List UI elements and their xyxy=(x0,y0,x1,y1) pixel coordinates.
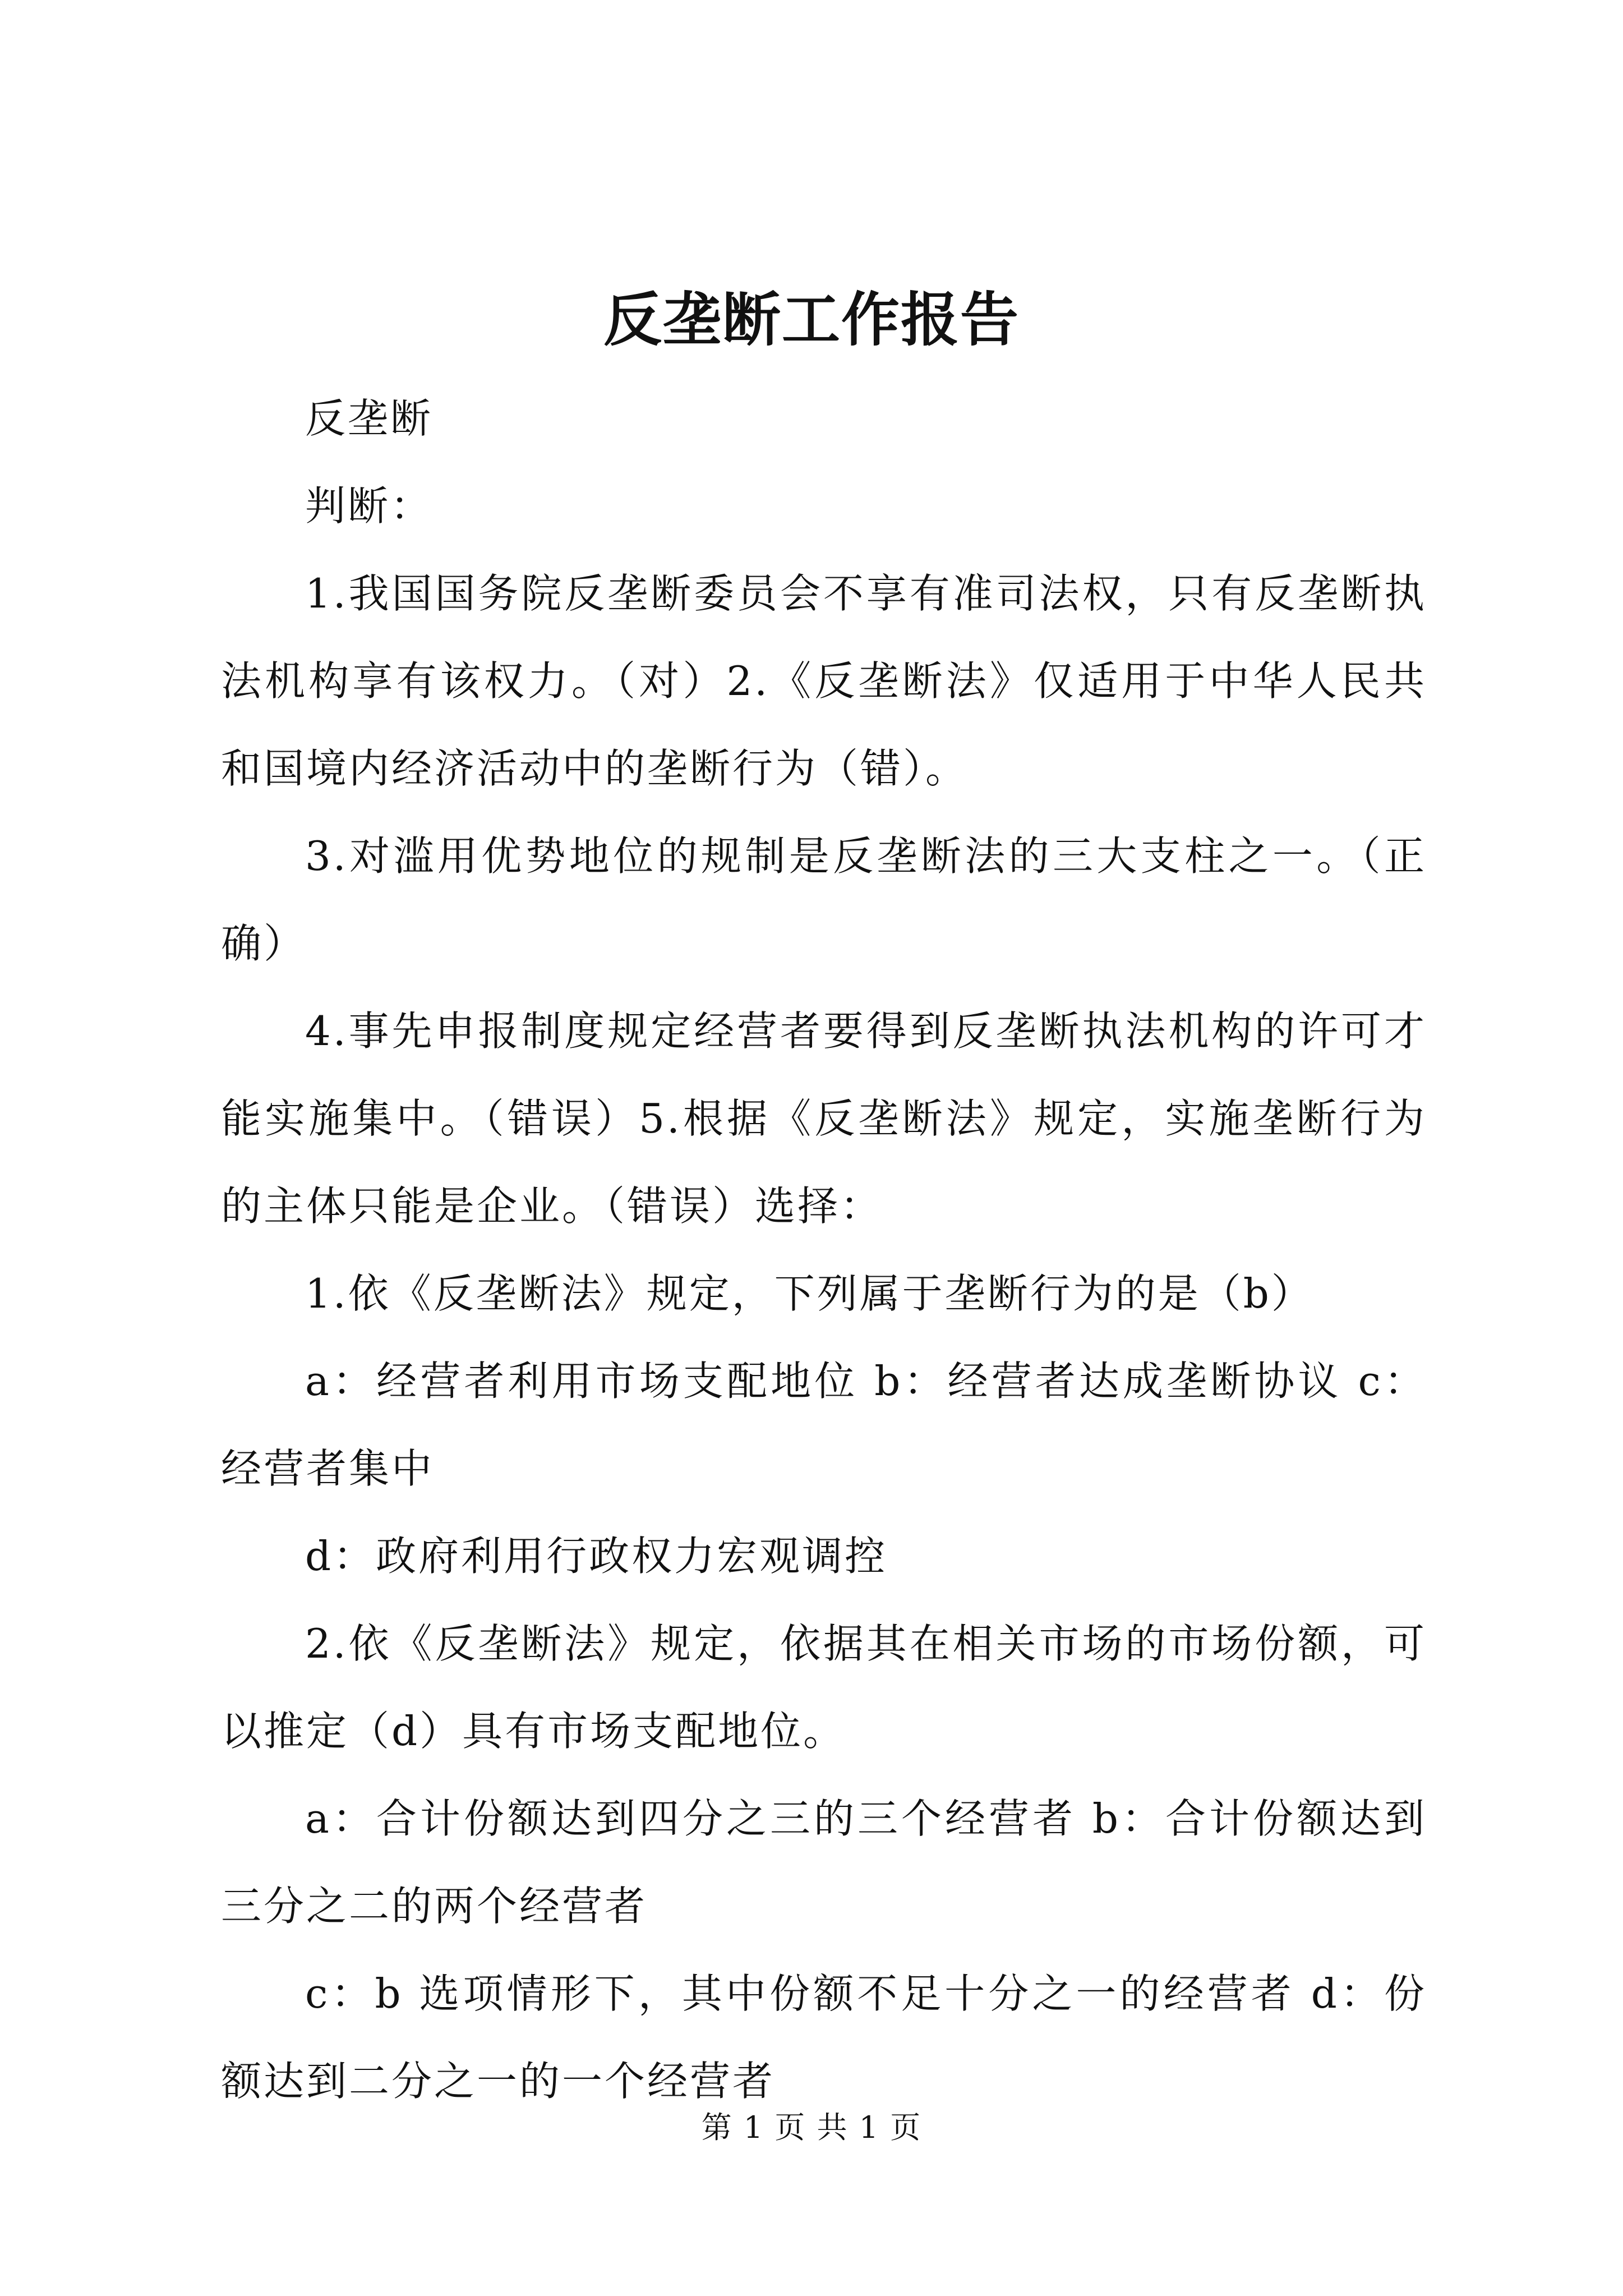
page-footer: 第 1 页 共 1 页 xyxy=(701,2110,922,2145)
paragraph-choice-1: 1.依《反垄断法》规定，下列属于垄断行为的是（b） xyxy=(305,1270,1314,1317)
document-title: 反垄断工作报告 xyxy=(603,285,1020,354)
paragraph-judgment-label: 判断： xyxy=(305,482,434,530)
paragraph-heading: 反垄断 xyxy=(305,395,434,442)
paragraph-judgment-4-5: 4.事先申报制度规定经营者要得到反垄断执法机构的许可才能实施集中。（错误）5.根据《反垄断法》规定，实施垄断行为的主体只能是企业。（错误）选择： xyxy=(221,1007,1427,1230)
paragraph-choice-1-options-abc: a：经营者利用市场支配地位 b：经营者达成垄断协议 c：经营者集中 xyxy=(221,1358,1427,1492)
document-body xyxy=(221,375,1427,2125)
paragraph-choice-1-option-d: d：政府利用行政权力宏观调控 xyxy=(305,1533,888,1580)
paragraph-choice-2-options-ab: a：合计份额达到四分之三的三个经营者 b：合计份额达到三分之二的两个经营者 xyxy=(221,1795,1427,1930)
paragraph-judgment-1-2: 1.我国国务院反垄断委员会不享有准司法权，只有反垄断执法机构享有该权力。（对）2.《反垄断法》仅适用于中华人民共和国境内经济活动中的垄断行为（错）。 xyxy=(221,570,1427,792)
paragraph-judgment-3: 3.对滥用优势地位的规制是反垄断法的三大支柱之一。（正确） xyxy=(221,832,1427,967)
paragraph-choice-2-options-cd: c：b 选项情形下，其中份额不足十分之一的经营者 d：份额达到二分之一的一个经营者 xyxy=(221,1970,1427,2105)
paragraph-choice-2: 2.依《反垄断法》规定，依据其在相关市场的市场份额，可以推定（d）具有市场支配地位。 xyxy=(221,1620,1427,1755)
